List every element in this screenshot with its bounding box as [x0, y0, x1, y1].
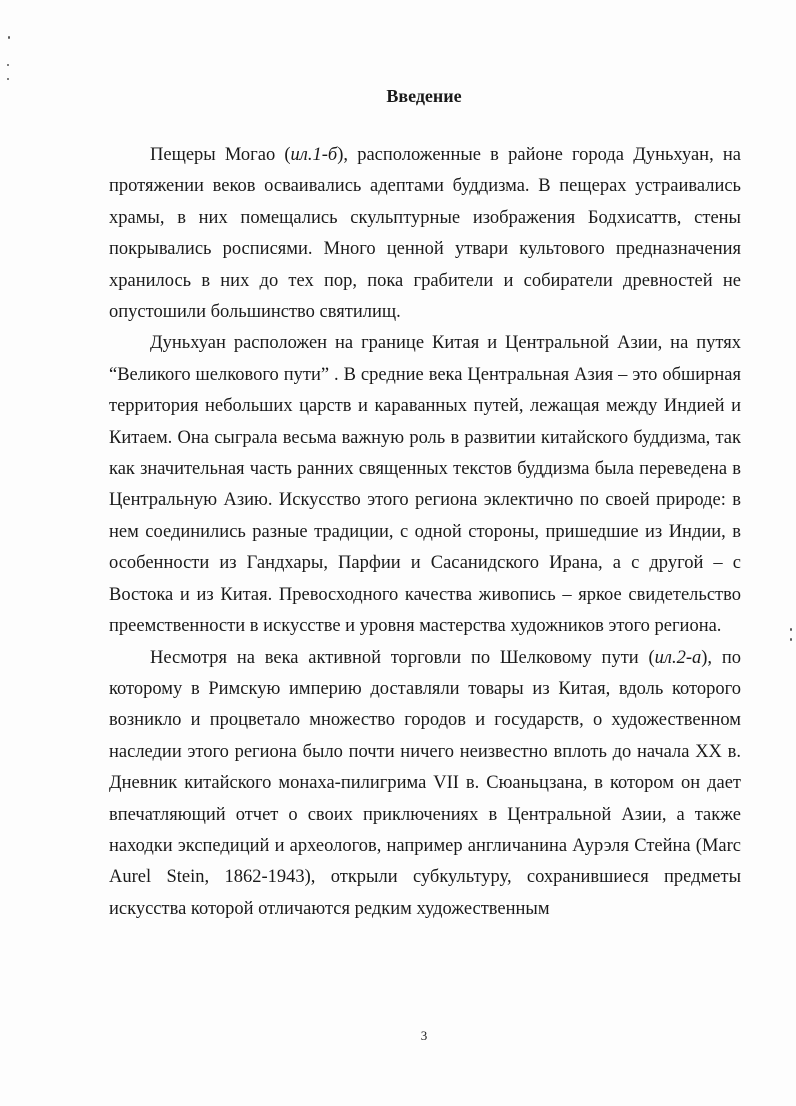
paragraph-text: Дуньхуан расположен на границе Китая и Центральной Азии, на путях “Великого шелкового пути” . В средние века Центральная Азия – это обширная территория небольших царств и караванных путей, лежащая между Индией и Китаем. Она сыграла весьма важную роль в развитии китайского буддизма, так как значительная часть ранних священных текстов буддизма была переведена в Центральную Азию. Искусство этого региона эклектично по своей природе: в нем соединились разные традиции, с одной стороны, пришедшие из Индии, в особенности из Гандхары, Парфии и Сасанидского Ирана, а с другой – с Востока и из Китая. Превосходного качества живопись – яркое свидетельство преемственности в искусстве и уровня мастерства художников этого региона.	[109, 333, 741, 637]
illustration-reference: ил.1-б	[290, 145, 338, 165]
paragraph-lead: Несмотря на века активной торговли по Шелковому пути (	[150, 647, 655, 668]
scan-speck	[7, 78, 9, 80]
illustration-reference: ил.2-а	[654, 647, 702, 668]
paragraph-lead: Пещеры Могао (	[150, 145, 291, 165]
document-body	[109, 140, 741, 925]
scan-speck	[7, 64, 9, 66]
paragraph-1	[109, 140, 741, 328]
paragraph-text: ), по которому в Римскую империю доставляли товары из Китая, вдоль которого возникло и процветало множество городов и государств, о художественном наследии этого региона было почти ничего неизвестно вплоть до начала XX в. Дневник китайского монаха-пилигрима VII в. Сюаньцзана, в котором он дает впечатляющий отчет о своих приключениях в Центральной Азии, а также находки экспедиций и археологов, например англичанина Аурэля Стейна (Marc Aurel Stein, 1862-1943), открыли субкультуру, сохранившиеся предметы искусства которой отличаются редким художественным	[109, 647, 741, 919]
scan-speck	[790, 628, 792, 631]
document-title: Введение	[386, 86, 462, 106]
paragraph-3	[109, 643, 741, 926]
scan-speck	[8, 36, 10, 39]
paragraph-text: ), расположенные в районе города Дуньхуан, на протяжении веков осваивались адептами буддизма. В пещерах устраивались храмы, в них помещались скульптурные изображения Бодхисаттв, стены покрывались росписями. Много ценной утвари культового предназначения хранилось в них до тех пор, пока грабители и собиратели древностей не опустошили большинство святилищ.	[109, 145, 741, 323]
scan-speck	[790, 638, 792, 641]
page-number: 3	[420, 1028, 428, 1043]
paragraph-2	[109, 328, 741, 642]
